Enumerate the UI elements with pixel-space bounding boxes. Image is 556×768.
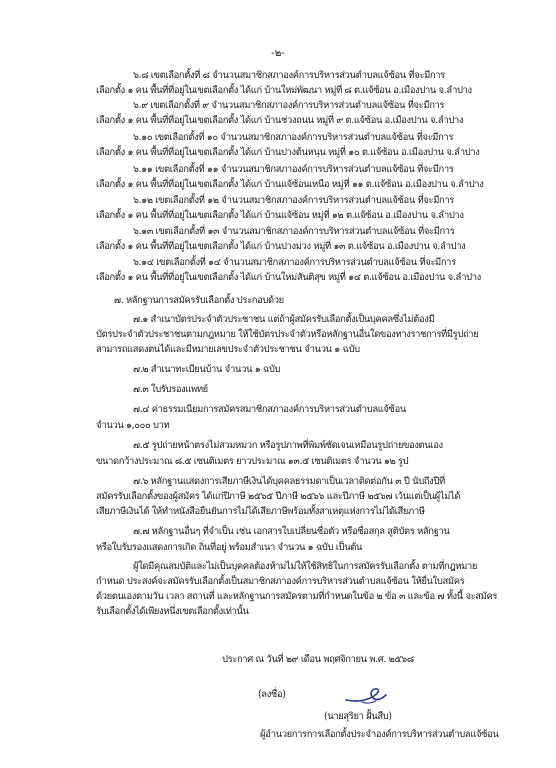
item-7-3: ๗.๓ ใบรับรองแพทย์ xyxy=(133,384,208,395)
zone-13-line2: เลือกตั้ง ๑ คน พื้นที่ที่อยู่ในเขตเลือกตั้ง ได้แก่ บ้านปางม่วง หมู่ที่ ๑๓ ต.แจ้ซ้อน อ.เมืองปาน จ.ลำปาง xyxy=(96,241,466,252)
closing-line2: กำหนด ประสงค์จะสมัครรับเลือกตั้งเป็นสมาชิกสภาองค์การบริหารส่วนตำบลแจ้ซ้อน ให้ยื่นใบสมัคร xyxy=(96,576,465,587)
zone-11-line1: ๖.๑๑ เขตเลือกตั้งที่ ๑๑ จำนวนสมาชิกสภาองค์การบริหารส่วนตำบลแจ้ซ้อน ที่จะมีการ xyxy=(133,164,454,175)
item-7-1-line2: บัตรประจำตัวประชาชนตามกฎหมาย ให้ใช้บัตรประจำตัวหรือหลักฐานอื่นใดของทางราชการที่มีรูปถ่าย xyxy=(96,329,479,340)
sign-label: (ลงชื่อ) xyxy=(258,689,286,700)
item-7-7-line1: ๗.๗ หลักฐานอื่นๆ ที่จำเป็น เช่น เอกสารใบเปลี่ยนชื่อตัว หรือชื่อสกุล สูติบัตร หลักฐาน xyxy=(133,526,450,537)
zone-14-line1: ๖.๑๔ เขตเลือกตั้งที่ ๑๔ จำนวนสมาชิกสภาองค์การบริหารส่วนตำบลแจ้ซ้อน ที่จะมีการ xyxy=(133,257,456,268)
zone-12-line2: เลือกตั้ง ๑ คน พื้นที่ที่อยู่ในเขตเลือกตั้ง ได้แก่ บ้านแจ้ซ้อน หมู่ที่ ๑๒ ต.แจ้ซ้อน อ.เมืองปาน จ.ลำปาง xyxy=(96,210,464,221)
handwritten-signature xyxy=(342,682,390,708)
zone-14-line2: เลือกตั้ง ๑ คน พื้นที่ที่อยู่ในเขตเลือกตั้ง ได้แก่ บ้านใหม่สันติสุข หมู่ที่ ๑๔ ต.แจ้ซ้อน อ.เมืองปาน จ.ลำปาง xyxy=(96,272,481,283)
closing-line4: รับเลือกตั้งได้เพียงหนึ่งเขตเลือกตั้งเท่านั้น xyxy=(96,606,249,617)
item-7-1-line3: สามารถแสดงตนได้และมีหมายเลขประจำตัวประชาชน จำนวน ๑ ฉบับ xyxy=(96,344,360,355)
item-7-6-line3: เสียภาษีเงินได้ ให้ทำหนังสือยืนยันการไม่ได้เสียภาษีพร้อมทั้งสาเหตุแห่งการไม่ได้เสียภาษี xyxy=(96,506,425,517)
item-7-6-line2: สมัครรับเลือกตั้งของผู้สมัคร ได้แก่ปีภาษี ๒๕๖๕ ปีภาษี ๒๕๖๖ และปีภาษี ๒๕๖๗ เว้นแต่เป็นผู้ไม่ได้ xyxy=(96,491,461,502)
zone-9-line1: ๖.๙ เขตเลือกตั้งที่ ๙ จำนวนสมาชิกสภาองค์การบริหารส่วนตำบลแจ้ซ้อน ที่จะมีการ xyxy=(133,100,445,111)
zone-10-line1: ๖.๑๐ เขตเลือกตั้งที่ ๑๐ จำนวนสมาชิกสภาองค์การบริหารส่วนตำบลแจ้ซ้อน ที่จะมีการ xyxy=(133,132,454,143)
signer-title: ผู้อำนวยการการเลือกตั้งประจำองค์การบริหารส่วนตำบลแจ้ซ้อน xyxy=(260,729,499,740)
zone-13-line1: ๖.๑๓ เขตเลือกตั้งที่ ๑๓ จำนวนสมาชิกสภาองค์การบริหารส่วนตำบลแจ้ซ้อน ที่จะมีการ xyxy=(133,226,455,237)
item-7-4-line2: จำนวน ๑,๐๐๐ บาท xyxy=(96,420,170,431)
item-7-5-line1: ๗.๕ รูปถ่ายหน้าตรงไม่สวมหมวก หรือรูปภาพที่พิมพ์ชัดเจนเหมือนรูปถ่ายของตนเอง xyxy=(133,440,443,451)
zone-12-line1: ๖.๑๒ เขตเลือกตั้งที่ ๑๒ จำนวนสมาชิกสภาองค์การบริหารส่วนตำบลแจ้ซ้อน ที่จะมีการ xyxy=(133,195,454,206)
closing-line1: ผู้ใดมีคุณสมบัติและไม่เป็นบุคคลต้องห้ามไม่ให้ใช้สิทธิในการสมัครรับเลือกตั้ง ตามที่กฎหมาย xyxy=(133,561,478,572)
section7-heading: ๗. หลักฐานการสมัครรับเลือกตั้ง ประกอบด้วย xyxy=(114,295,284,306)
zone-8-line2: เลือกตั้ง ๑ คน พื้นที่ที่อยู่ในเขตเลือกตั้ง ได้แก่ บ้านใหม่พัฒนา หมู่ที่ ๘ ต.แจ้ซ้อน อ.เมืองปาน จ.ลำปาง xyxy=(96,85,472,96)
zone-9-line2: เลือกตั้ง ๑ คน พื้นที่ที่อยู่ในเขตเลือกตั้ง ได้แก่ บ้านช่วงถนน หมู่ที่ ๙ ต.แจ้ซ้อน อ.เมืองปาน จ.ลำปาง xyxy=(96,115,464,126)
zone-11-line2: เลือกตั้ง ๑ คน พื้นที่ที่อยู่ในเขตเลือกตั้ง ได้แก่ บ้านแจ้ซ้อนเหนือ หมู่ที่ ๑๑ ต.แจ้ซ้อน อ.เมืองปาน จ.ลำปาง xyxy=(96,179,484,190)
page-number: -๒- xyxy=(271,48,285,59)
item-7-2: ๗.๒ สำเนาทะเบียนบ้าน จำนวน ๑ ฉบับ xyxy=(133,364,281,375)
announce-date: ประกาศ ณ วันที่ ๒๙ เดือน พฤศจิกายน พ.ศ. ๒๕๖๘ xyxy=(222,654,414,665)
item-7-1-line1: ๗.๑ สำเนาบัตรประจำตัวประชาชน แต่ถ้าผู้สมัครรับเลือกตั้งเป็นบุคคลซึ่งไม่ต้องมี xyxy=(133,314,435,325)
signer-name: (นายสุริยา ฝั้นสืบ) xyxy=(324,711,392,722)
item-7-7-line2: หรือใบรับรองแสดงการเกิด ถิ่นที่อยู่ พร้อมสำเนา จำนวน ๑ ฉบับ เป็นต้น xyxy=(96,542,363,553)
item-7-6-line1: ๗.๖ หลักฐานแสดงการเสียภาษีเงินได้บุคคลธรรมดาเป็นเวลาติดต่อกัน ๓ ปี นับถึงปีที่ xyxy=(133,476,445,487)
closing-line3: ด้วยตนเองตามวัน เวลา สถานที่ และหลักฐานการสมัครตามที่กำหนดในข้อ ๒ ข้อ ๓ และข้อ ๗ ทั้งนี้ จะสมัคร xyxy=(96,591,498,602)
zone-8-line1: ๖.๘ เขตเลือกตั้งที่ ๘ จำนวนสมาชิกสภาองค์การบริหารส่วนตำบลแจ้ซ้อน ที่จะมีการ xyxy=(133,70,445,81)
item-7-4-line1: ๗.๔ ค่าธรรมเนียมการสมัครสมาชิกสภาองค์การบริหารส่วนตำบลแจ้ซ้อน xyxy=(133,404,406,415)
item-7-5-line2: ขนาดกว้างประมาณ ๘.๕ เซนติเมตร ยาวประมาณ ๑๓.๕ เซนติเมตร จำนวน ๑๒ รูป xyxy=(96,456,409,467)
zone-10-line2: เลือกตั้ง ๑ คน พื้นที่ที่อยู่ในเขตเลือกตั้ง ได้แก่ บ้านปางต้นหนุน หมู่ที่ ๑๐ ต.แจ้ซ้อน อ.เมืองปาน จ.ลำปาง xyxy=(96,147,480,158)
